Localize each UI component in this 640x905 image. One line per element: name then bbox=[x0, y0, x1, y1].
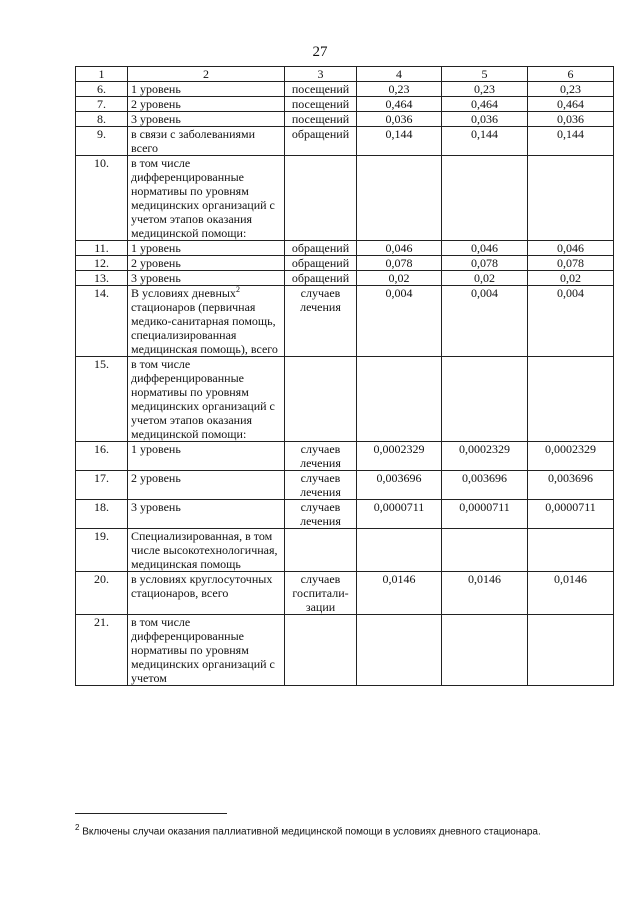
row-value-col5 bbox=[442, 156, 528, 241]
row-value-col5: 0,036 bbox=[442, 112, 528, 127]
row-value-col6: 0,464 bbox=[528, 97, 614, 112]
row-value-col6: 0,02 bbox=[528, 271, 614, 286]
row-value-col5: 0,464 bbox=[442, 97, 528, 112]
row-value-col6 bbox=[528, 357, 614, 442]
table-row bbox=[76, 271, 614, 286]
row-name: 2 уровень bbox=[128, 471, 285, 500]
row-number: 20. bbox=[76, 572, 128, 615]
row-unit: случаев лечения bbox=[285, 286, 357, 357]
row-unit bbox=[285, 156, 357, 241]
row-number: 8. bbox=[76, 112, 128, 127]
row-unit: случаев госпитали-зации bbox=[285, 572, 357, 615]
table-row bbox=[76, 156, 614, 241]
row-value-col4: 0,036 bbox=[357, 112, 442, 127]
row-unit bbox=[285, 357, 357, 442]
row-number: 17. bbox=[76, 471, 128, 500]
row-number: 10. bbox=[76, 156, 128, 241]
row-number: 19. bbox=[76, 529, 128, 572]
table-row bbox=[76, 500, 614, 529]
footnote bbox=[75, 823, 615, 837]
row-value-col6: 0,144 bbox=[528, 127, 614, 156]
row-name-part: В условиях дневных bbox=[131, 286, 236, 300]
row-value-col4: 0,0002329 bbox=[357, 442, 442, 471]
row-unit: посещений bbox=[285, 97, 357, 112]
norms-table bbox=[75, 66, 614, 686]
row-name bbox=[128, 286, 285, 357]
row-unit: посещений bbox=[285, 112, 357, 127]
row-value-col6: 0,003696 bbox=[528, 471, 614, 500]
row-value-col5 bbox=[442, 529, 528, 572]
row-value-col6: 0,0002329 bbox=[528, 442, 614, 471]
row-name: в том числе дифференцированные нормативы по уровням медицинских организаций с учетом этапов оказания медицинской помощи: bbox=[128, 156, 285, 241]
row-unit: случаев лечения bbox=[285, 471, 357, 500]
row-unit: посещений bbox=[285, 82, 357, 97]
row-number: 14. bbox=[76, 286, 128, 357]
row-value-col5: 0,003696 bbox=[442, 471, 528, 500]
row-unit bbox=[285, 529, 357, 572]
row-value-col6: 0,0146 bbox=[528, 572, 614, 615]
row-name: 1 уровень bbox=[128, 442, 285, 471]
header-cell: 3 bbox=[285, 67, 357, 82]
row-number: 15. bbox=[76, 357, 128, 442]
row-value-col4: 0,003696 bbox=[357, 471, 442, 500]
footnote-ref: 2 bbox=[235, 285, 240, 294]
row-name-part: стационаров (первичная медико-санитарная помощь, специализированная медицинская помощь), всего bbox=[131, 300, 278, 356]
row-unit bbox=[285, 615, 357, 686]
footnote-marker: 2 bbox=[75, 823, 80, 832]
header-cell: 2 bbox=[128, 67, 285, 82]
row-value-col5: 0,046 bbox=[442, 241, 528, 256]
row-value-col4 bbox=[357, 357, 442, 442]
row-number: 13. bbox=[76, 271, 128, 286]
row-value-col5: 0,23 bbox=[442, 82, 528, 97]
row-value-col4: 0,078 bbox=[357, 256, 442, 271]
footnote-divider bbox=[75, 813, 227, 814]
row-value-col6: 0,004 bbox=[528, 286, 614, 357]
header-cell: 6 bbox=[528, 67, 614, 82]
row-name: 1 уровень bbox=[128, 82, 285, 97]
row-name: в том числе дифференцированные нормативы по уровням медицинских организаций с учетом bbox=[128, 615, 285, 686]
row-value-col5: 0,078 bbox=[442, 256, 528, 271]
table-row bbox=[76, 572, 614, 615]
row-value-col4: 0,0146 bbox=[357, 572, 442, 615]
row-unit: обращений bbox=[285, 241, 357, 256]
table-row bbox=[76, 112, 614, 127]
row-name: 3 уровень bbox=[128, 271, 285, 286]
table-row bbox=[76, 357, 614, 442]
row-unit: обращений bbox=[285, 271, 357, 286]
row-unit: обращений bbox=[285, 127, 357, 156]
row-value-col5: 0,0000711 bbox=[442, 500, 528, 529]
row-unit: случаев лечения bbox=[285, 442, 357, 471]
table-header-row bbox=[76, 67, 614, 82]
row-number: 18. bbox=[76, 500, 128, 529]
row-value-col4: 0,02 bbox=[357, 271, 442, 286]
table-row bbox=[76, 529, 614, 572]
row-value-col6: 0,078 bbox=[528, 256, 614, 271]
row-value-col5: 0,0002329 bbox=[442, 442, 528, 471]
row-value-col5: 0,02 bbox=[442, 271, 528, 286]
row-name: 3 уровень bbox=[128, 112, 285, 127]
row-unit: обращений bbox=[285, 256, 357, 271]
row-value-col6: 0,046 bbox=[528, 241, 614, 256]
row-unit: случаев лечения bbox=[285, 500, 357, 529]
row-value-col6 bbox=[528, 156, 614, 241]
table-row bbox=[76, 442, 614, 471]
row-name: 2 уровень bbox=[128, 97, 285, 112]
row-value-col5 bbox=[442, 357, 528, 442]
header-cell: 5 bbox=[442, 67, 528, 82]
row-value-col4: 0,23 bbox=[357, 82, 442, 97]
row-value-col5: 0,144 bbox=[442, 127, 528, 156]
header-cell: 1 bbox=[76, 67, 128, 82]
row-value-col4: 0,144 bbox=[357, 127, 442, 156]
row-number: 16. bbox=[76, 442, 128, 471]
row-name: 1 уровень bbox=[128, 241, 285, 256]
table-row bbox=[76, 127, 614, 156]
row-name: 2 уровень bbox=[128, 256, 285, 271]
row-number: 12. bbox=[76, 256, 128, 271]
row-value-col5: 0,0146 bbox=[442, 572, 528, 615]
row-name: 3 уровень bbox=[128, 500, 285, 529]
row-value-col6 bbox=[528, 615, 614, 686]
table-row bbox=[76, 97, 614, 112]
footnote-text: Включены случаи оказания паллиативной медицинской помощи в условиях дневного стационара. bbox=[82, 826, 541, 838]
row-value-col4: 0,004 bbox=[357, 286, 442, 357]
table-row bbox=[76, 471, 614, 500]
row-value-col5 bbox=[442, 615, 528, 686]
row-value-col4 bbox=[357, 156, 442, 241]
row-name: Специализированная, в том числе высокотехнологичная, медицинская помощь bbox=[128, 529, 285, 572]
row-value-col4: 0,0000711 bbox=[357, 500, 442, 529]
row-value-col6: 0,0000711 bbox=[528, 500, 614, 529]
row-value-col5: 0,004 bbox=[442, 286, 528, 357]
table-row bbox=[76, 615, 614, 686]
row-name: в условиях круглосуточных стационаров, всего bbox=[128, 572, 285, 615]
table-row bbox=[76, 286, 614, 357]
row-number: 6. bbox=[76, 82, 128, 97]
row-value-col4: 0,046 bbox=[357, 241, 442, 256]
table-row bbox=[76, 256, 614, 271]
table-row bbox=[76, 82, 614, 97]
row-number: 11. bbox=[76, 241, 128, 256]
row-name: в том числе дифференцированные нормативы по уровням медицинских организаций с учетом этапов оказания медицинской помощи: bbox=[128, 357, 285, 442]
row-value-col6 bbox=[528, 529, 614, 572]
table-row bbox=[76, 241, 614, 256]
row-number: 7. bbox=[76, 97, 128, 112]
row-value-col6: 0,23 bbox=[528, 82, 614, 97]
row-value-col4: 0,464 bbox=[357, 97, 442, 112]
row-number: 21. bbox=[76, 615, 128, 686]
header-cell: 4 bbox=[357, 67, 442, 82]
row-value-col4 bbox=[357, 529, 442, 572]
row-number: 9. bbox=[76, 127, 128, 156]
row-value-col4 bbox=[357, 615, 442, 686]
row-name: в связи с заболеваниями всего bbox=[128, 127, 285, 156]
page-number: 27 bbox=[312, 44, 328, 60]
row-value-col6: 0,036 bbox=[528, 112, 614, 127]
